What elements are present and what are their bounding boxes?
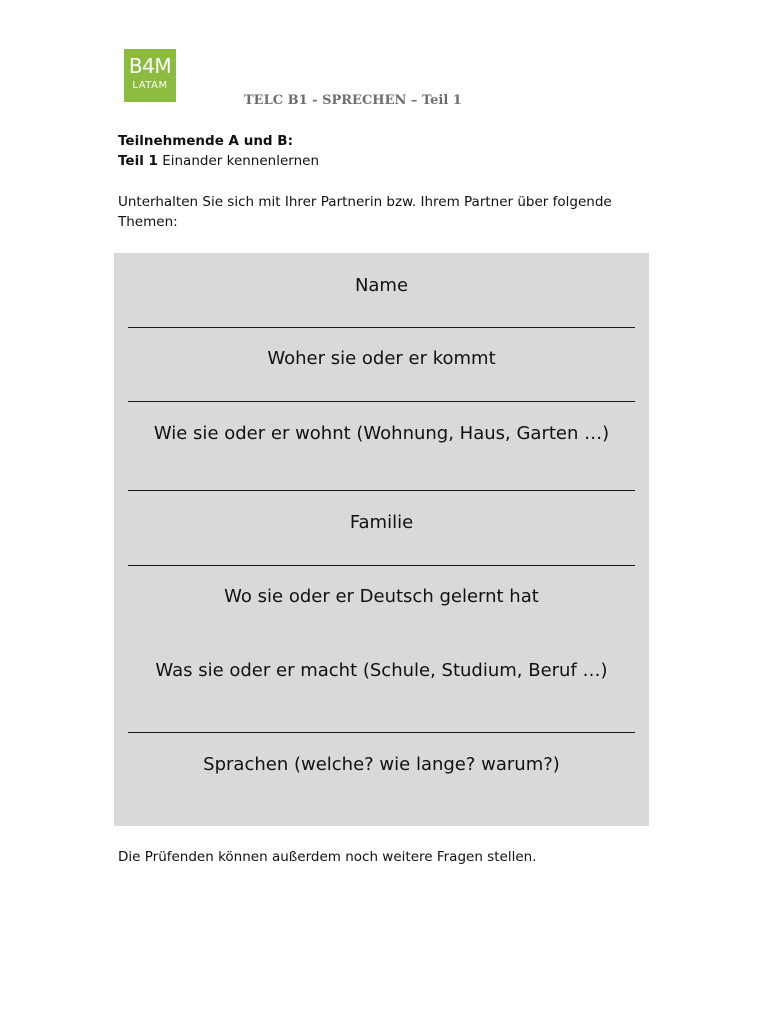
footer-note: Die Prüfenden können außerdem noch weitere Fragen stellen. [118,849,537,865]
part-title: Einander kennenlernen [162,153,320,169]
topic-divider [128,401,635,402]
topics-box [114,253,649,826]
part-label: Teil 1 [118,153,158,169]
topic-item-occupation: Was sie oder er macht (Schule, Studium, Beruf …) [155,660,608,681]
logo-sub-text: LATAM [132,80,168,91]
topic-item-name: Name [354,275,409,296]
topic-item-languages: Sprachen (welche? wie lange? warum?) [203,754,560,775]
topic-item-living: Wie sie oder er wohnt (Wohnung, Haus, Garten …) [153,423,610,444]
b4m-latam-logo [124,49,176,102]
part-line [118,151,658,171]
instruction-text: Unterhalten Sie sich mit Ihrer Partnerin bzw. Ihrem Partner über folgende Themen: [118,194,612,230]
document-header-title: TELC B1 - SPRECHEN – Teil 1 [244,93,462,108]
logo-main-text: B4M [128,54,172,78]
participants-heading: Teilnehmende A und B: [118,133,293,149]
topic-item-origin: Woher sie oder er kommt [267,348,496,369]
topic-divider [128,490,635,491]
topic-item-family: Familie [349,512,414,533]
topic-divider [128,732,635,733]
intro-block [118,131,658,171]
topic-item-german-learning: Wo sie oder er Deutsch gelernt hat [224,586,539,607]
topic-divider [128,327,635,328]
topic-divider [128,565,635,566]
